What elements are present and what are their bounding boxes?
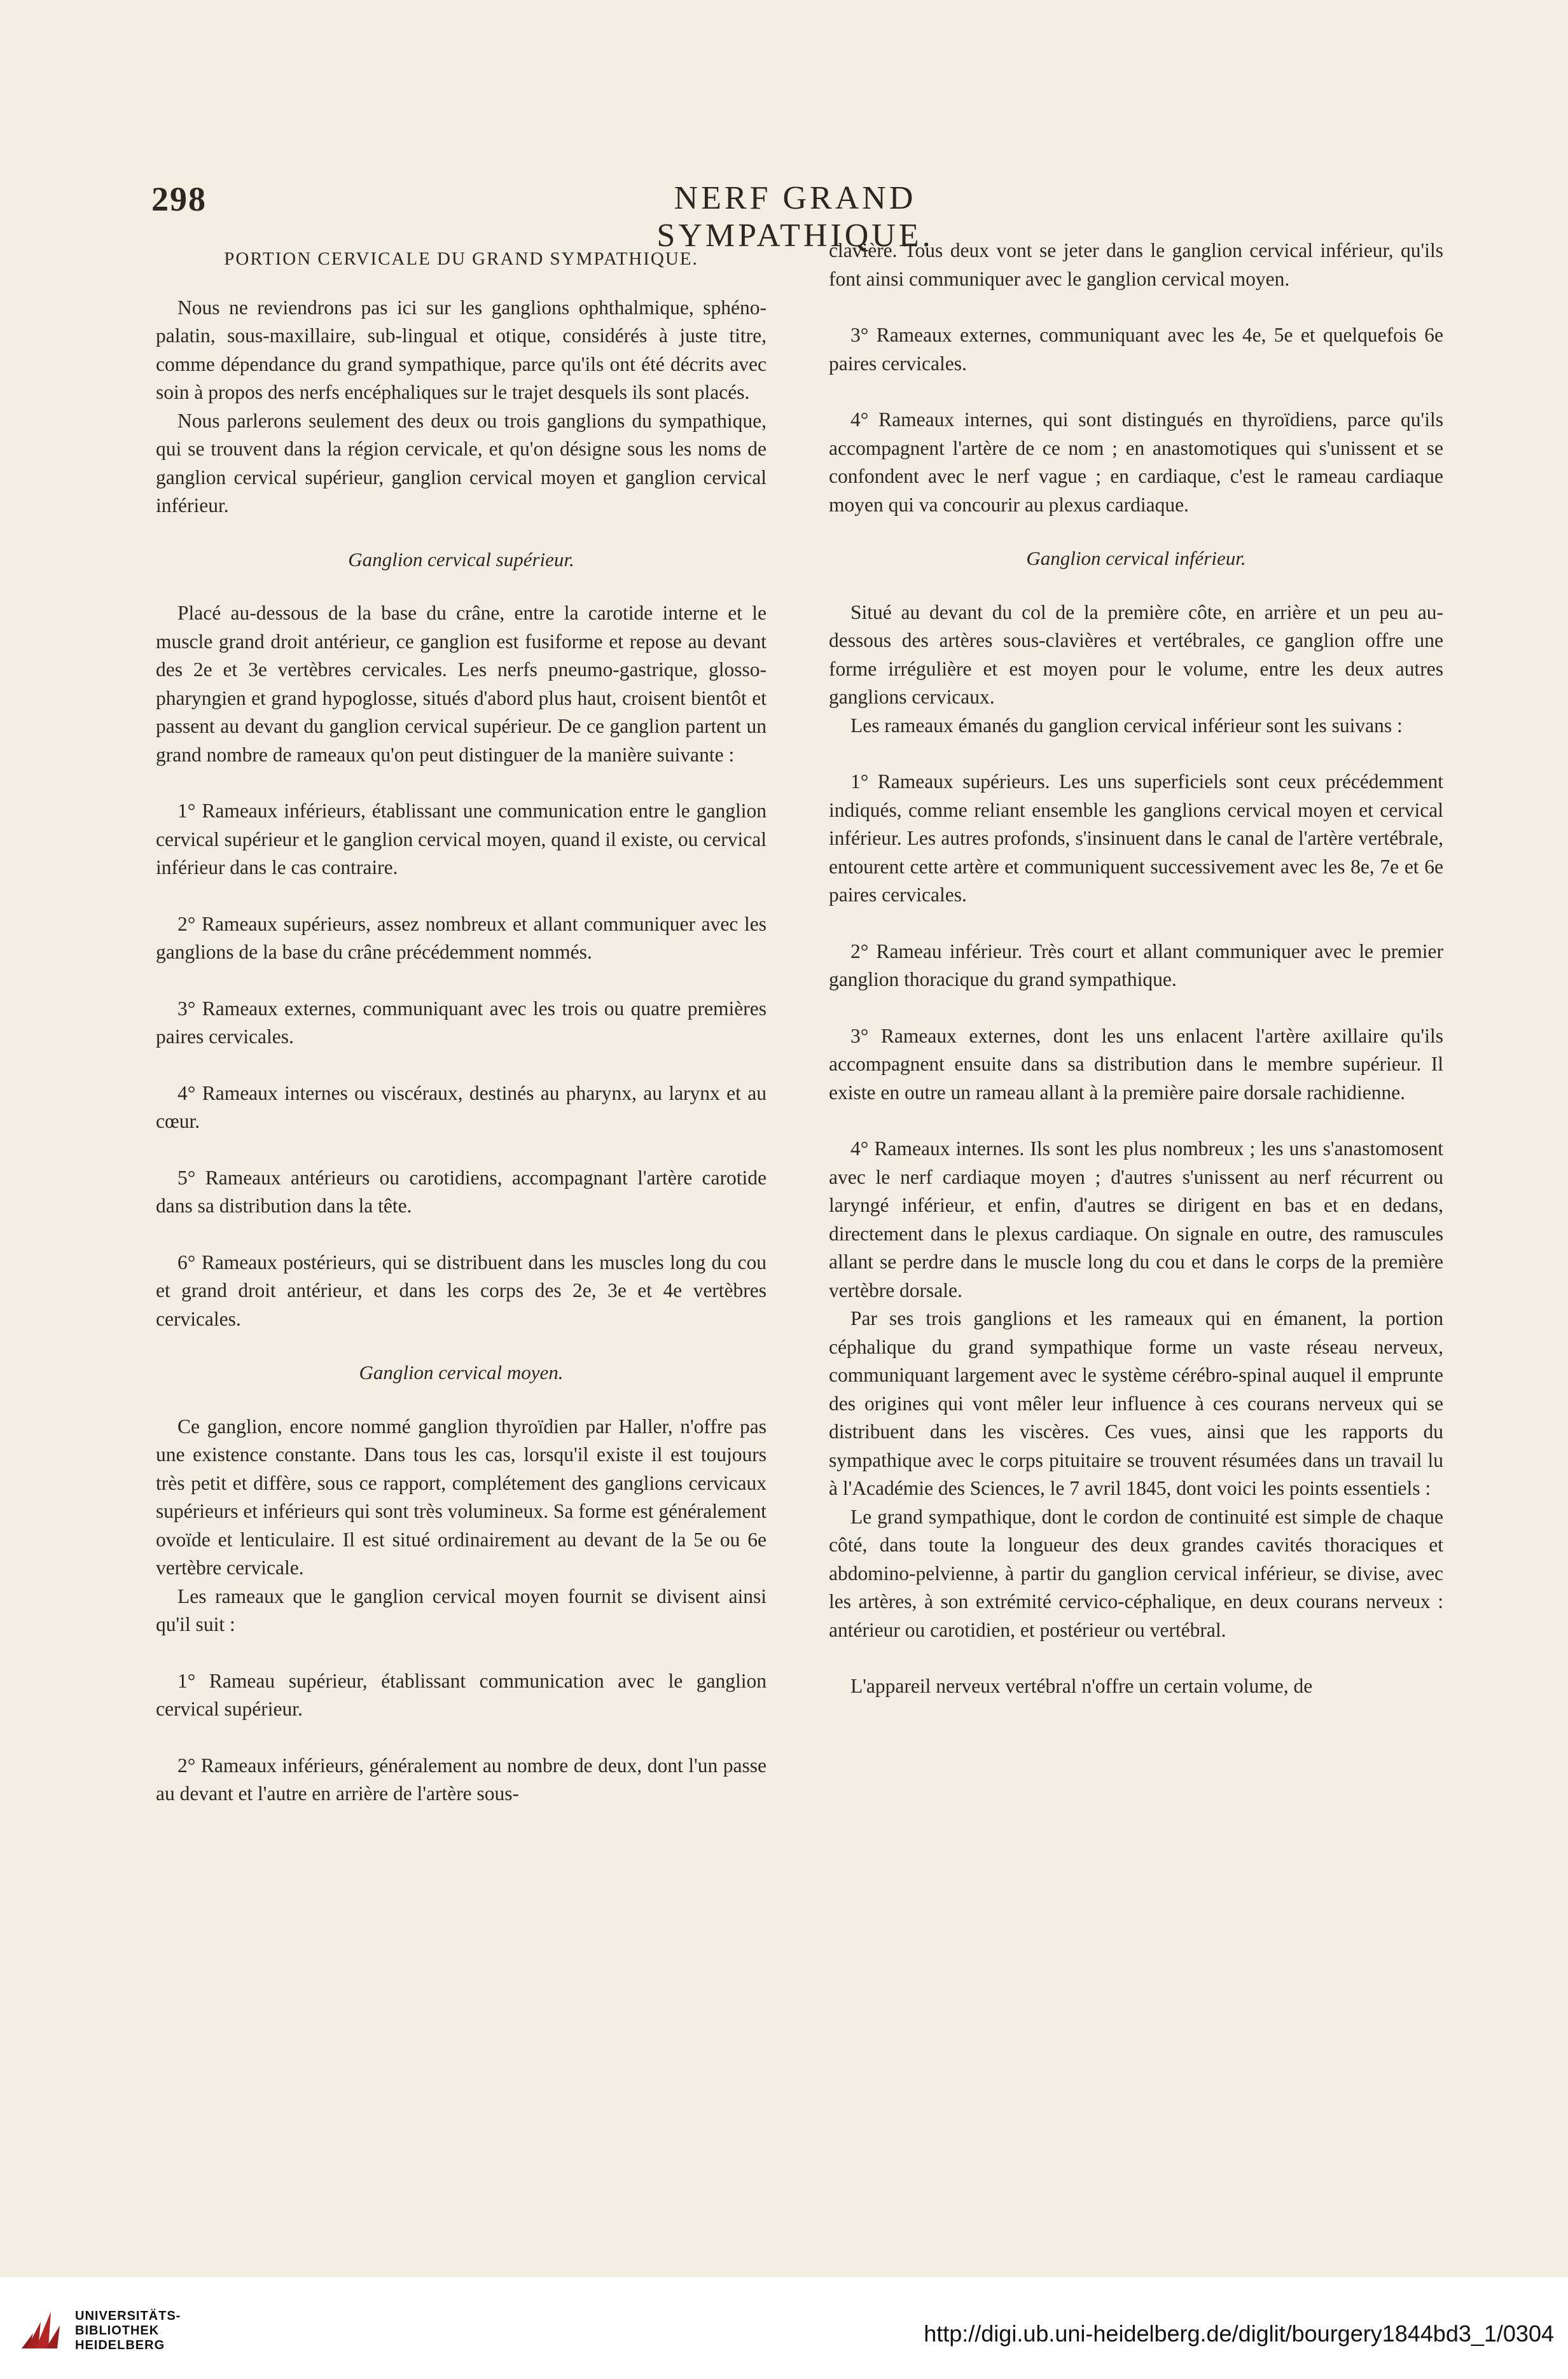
list-item: 5° Rameaux antérieurs ou carotidiens, accompagnant l'artère carotide dans sa distribution dans la tête.: [156, 1166, 767, 1217]
library-name: UNIVERSITÄTS- BIBLIOTHEK HEIDELBERG: [75, 2309, 181, 2352]
subsection-heading: Ganglion cervical supérieur.: [348, 548, 574, 571]
left-column: [156, 245, 767, 1808]
list-item: 2° Rameaux supérieurs, assez nombreux et allant communiquer avec les ganglions de la base du crâne précédemment nommés.: [156, 912, 767, 963]
running-title: NERF GRAND SYMPATHIQUE.: [656, 180, 934, 254]
subsection-heading: Ganglion cervical inférieur.: [1026, 547, 1246, 569]
paragraph: L'appareil nerveux vertébral n'offre un certain volume, de: [850, 1675, 1313, 1697]
list-item: 4° Rameaux internes, qui sont distingués en thyroïdiens, parce qu'ils accompagnent l'artère de ce nom ; en anastomotiques qui s'unissent et se confondent avec le nerf vague ; en cardiaque, c'est le rameau cardiaque moyen qui va concourir au plexus cardiaque.: [829, 408, 1443, 516]
paragraph: Nous ne reviendrons pas ici sur les ganglions ophthalmique, sphéno-palatin, sous-maxillaire, sub-lingual et otique, considérés à juste titre, comme dépendance du grand sympathique, parce qu'ils ont été décrits avec soin à propos des nerfs encéphaliques sur le trajet desquels ils sont placés.: [156, 296, 767, 403]
list-item: 2° Rameaux inférieurs, généralement au nombre de deux, dont l'un passe au devant et l'autre en arrière de l'artère sous-: [156, 1754, 767, 1805]
paragraph: clavière. Tous deux vont se jeter dans le ganglion cervical inférieur, qu'ils font ainsi communiquer avec le ganglion cervical moyen.: [829, 239, 1443, 290]
paragraph: Les rameaux émanés du ganglion cervical inférieur sont les suivans :: [850, 714, 1403, 737]
paragraph: Le grand sympathique, dont le cordon de continuité est simple de chaque côté, dans toute la longueur des deux grandes cavités thoraciques et abdomino-pelvienne, à partir du ganglion cervical inférieur, se divise, avec les artères, à son extrémité cervico-céphalique, en deux courans nerveux : antérieur ou carotidien, et postérieur ou vertébral.: [829, 1505, 1443, 1641]
page-number: 298: [151, 180, 207, 218]
list-item: 1° Rameaux inférieurs, établissant une communication entre le ganglion cervical supérieur et le ganglion cervical moyen, quand il existe, ou cervical inférieur dans le cas contraire.: [156, 800, 767, 878]
source-url[interactable]: http://digi.ub.uni-heidelberg.de/diglit/bourgery1844bd3_1/0304: [924, 2320, 1554, 2347]
list-item: 6° Rameaux postérieurs, qui se distribuent dans les muscles long du cou et grand droit antérieur, et dans les corps des 2e, 3e et 4e vertèbres cervicales.: [156, 1251, 767, 1330]
footer-bar: [0, 2277, 1568, 2379]
list-item: 4° Rameaux internes ou viscéraux, destinés au pharynx, au larynx et au cœur.: [156, 1081, 767, 1132]
paragraph: Ce ganglion, encore nommé ganglion thyroïdien par Haller, n'offre pas une existence constante. Dans tous les cas, lorsqu'il existe il est toujours très petit et diffère, sous ce rapport, complétement des ganglions cervicaux supérieurs et inférieurs qui sont très volumineux. Sa forme est généralement ovoïde et lenticulaire. Il est situé ordinairement au devant de la 5e ou 6e vertèbre cervicale.: [156, 1415, 767, 1579]
list-item: 4° Rameaux internes. Ils sont les plus nombreux ; les uns s'anastomosent avec le nerf cardiaque moyen ; d'autres s'unissent au nerf récurrent ou laryngé inférieur, et enfin, d'autres se dirigent en bas et en dedans, directement dans le plexus cardiaque. On signale en outre, des ramuscules allant se perdre dans le muscle long du cou et dans le corps de la première vertèbre dorsale.: [829, 1137, 1443, 1301]
paragraph: Les rameaux que le ganglion cervical moyen fournit se divisent ainsi qu'il suit :: [156, 1585, 767, 1635]
list-item: 2° Rameau inférieur. Très court et allant communiquer avec le premier ganglion thoracique du grand sympathique.: [829, 940, 1443, 990]
list-item: 1° Rameau supérieur, établissant communication avec le ganglion cervical supérieur.: [156, 1669, 767, 1720]
library-logo-icon: [19, 2308, 64, 2352]
list-item: 3° Rameaux externes, communiquant avec les trois ou quatre premières paires cervicales.: [156, 997, 767, 1048]
paragraph: Situé au devant du col de la première côte, en arrière et un peu au-dessous des artères sous-clavières et vertébrales, ce ganglion offre une forme irrégulière et est moyen pour le volume, entre les deux autres ganglions cervicaux.: [829, 600, 1443, 708]
section-title: PORTION CERVICALE DU GRAND SYMPATHIQUE.: [224, 249, 698, 269]
paragraph: Par ses trois ganglions et les rameaux qui en émanent, la portion céphalique du grand sympathique forme un vaste réseau nerveux, communiquant largement avec le système cérébro-spinal auquel il emprunte des origines qui vont mêler leur influence à ces courans nerveux qui se distribuent dans les viscères. Ces vues, ainsi que les rapports du sympathique avec le corps pituitaire se trouvent résumées dans un travail lu à l'Académie des Sciences, le 7 avril 1845, dont voici les points essentiels :: [829, 1307, 1443, 1499]
paragraph: Placé au-dessous de la base du crâne, entre la carotide interne et le muscle grand droit antérieur, ce ganglion est fusiforme et repose au devant des 2e et 3e vertèbres cervicales. Les nerfs pneumo-gastrique, glosso-pharyngien et grand hypoglosse, situés d'abord plus haut, croisent bientôt et passent au devant du ganglion cervical supérieur. De ce ganglion partent un grand nombre de rameaux qu'on peut distinguer de la manière suivante :: [156, 602, 767, 766]
paragraph: Nous parlerons seulement des deux ou trois ganglions du sympathique, qui se trouvent dans la région cervicale, et qu'on désigne sous les noms de ganglion cervical supérieur, ganglion cervical moyen et ganglion cervical inférieur.: [156, 409, 767, 517]
subsection-heading: Ganglion cervical moyen.: [359, 1361, 564, 1384]
list-item: 3° Rameaux externes, communiquant avec les 4e, 5e et quelquefois 6e paires cervicales.: [829, 324, 1443, 375]
list-item: 3° Rameaux externes, dont les uns enlacent l'artère axillaire qu'ils accompagnent ensuite dans sa distribution dans le membre supérieur. Il existe en outre un rameau allant à la première paire dorsale rachidienne.: [829, 1024, 1443, 1104]
right-column: [829, 237, 1443, 1701]
list-item: 1° Rameaux supérieurs. Les uns superficiels sont ceux précédemment indiqués, comme reliant ensemble les ganglions cervical moyen et cervical inférieur. Les autres profonds, s'insinuent dans le canal de l'artère vertébrale, entourent cette artère et communiquent successivement avec les 8e, 7e et 6e paires cervicales.: [829, 770, 1443, 906]
